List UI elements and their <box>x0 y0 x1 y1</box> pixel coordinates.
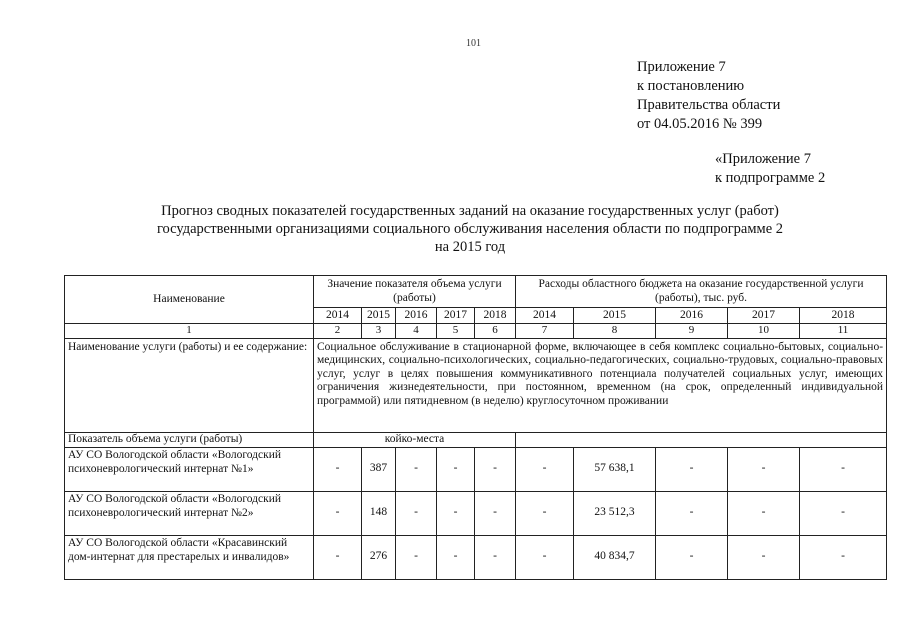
institution-name: АУ СО Вологодской области «Красавинский дом-интернат для престарелых и инвалидов» <box>65 535 314 579</box>
table-cell: - <box>475 447 516 491</box>
table-cell: - <box>728 491 800 535</box>
table-row <box>65 491 887 535</box>
table-cell: - <box>314 491 362 535</box>
table-cell: - <box>800 447 887 491</box>
table-cell: 57 638,1 <box>574 447 656 491</box>
appendix-line: от 04.05.2016 № 399 <box>637 116 763 132</box>
sub-appendix-line: к подпрограмме 2 <box>715 170 826 186</box>
year-cell: 2017 <box>437 308 475 324</box>
table-cell: 387 <box>362 447 396 491</box>
appendix-line: к постановлению <box>637 78 745 94</box>
appendix-line: Правительства области <box>637 97 781 113</box>
table-cell: - <box>516 447 574 491</box>
table-row <box>65 535 887 579</box>
table-cell: 276 <box>362 535 396 579</box>
indicator-label: Показатель объема услуги (работы) <box>65 432 314 447</box>
sub-appendix-line: «Приложение 7 <box>715 151 811 167</box>
table-cell: - <box>516 491 574 535</box>
table-cell: - <box>396 491 437 535</box>
service-label: Наименование услуги (работы) и ее содержание: <box>65 338 314 432</box>
table-cell: - <box>800 491 887 535</box>
table-cell: - <box>656 535 728 579</box>
table-cell: - <box>728 535 800 579</box>
column-number: 9 <box>656 324 728 339</box>
table-cell: - <box>475 535 516 579</box>
institution-name: АУ СО Вологодской области «Вологодский психоневрологический интернат №2» <box>65 491 314 535</box>
table-cell: - <box>800 535 887 579</box>
title-line: государственными организациями социального обслуживания населения области по подпрограмме 2 <box>156 221 784 237</box>
table-cell: - <box>396 535 437 579</box>
column-number: 5 <box>437 324 475 339</box>
indicator-row <box>65 432 887 447</box>
indicator-unit: койко-места <box>314 432 516 447</box>
year-cell: 2015 <box>574 308 656 324</box>
table-cell: 148 <box>362 491 396 535</box>
table-cell: - <box>314 535 362 579</box>
column-number: 1 <box>65 324 314 339</box>
service-row <box>65 338 887 432</box>
year-cell: 2015 <box>362 308 396 324</box>
table-cell: - <box>437 491 475 535</box>
header-volume: Значение показателя объема услуги (работы) <box>314 276 516 308</box>
column-number: 3 <box>362 324 396 339</box>
column-number: 6 <box>475 324 516 339</box>
table-cell: - <box>437 447 475 491</box>
table-cell: - <box>656 447 728 491</box>
year-cell: 2017 <box>728 308 800 324</box>
sub-appendix-block <box>715 150 825 188</box>
appendix-block <box>637 58 780 134</box>
column-number: 10 <box>728 324 800 339</box>
institution-name: АУ СО Вологодской области «Вологодский психоневрологический интернат №1» <box>65 447 314 491</box>
page-number: 101 <box>466 38 481 49</box>
column-number: 2 <box>314 324 362 339</box>
title-line: Прогноз сводных показателей государственных заданий на оказание государственных услуг (работ) <box>161 203 779 219</box>
table-cell: - <box>314 447 362 491</box>
column-number: 8 <box>574 324 656 339</box>
column-number-row <box>65 324 887 339</box>
year-cell: 2016 <box>396 308 437 324</box>
table-cell: - <box>437 535 475 579</box>
column-number: 7 <box>516 324 574 339</box>
year-cell: 2014 <box>314 308 362 324</box>
indicator-empty <box>516 432 887 447</box>
forecast-table <box>64 275 887 580</box>
document-title <box>100 202 840 256</box>
header-expense: Расходы областного бюджета на оказание государственной услуги (работы), тыс. руб. <box>516 276 887 308</box>
year-cell: 2018 <box>800 308 887 324</box>
table-cell: - <box>475 491 516 535</box>
table-cell: - <box>656 491 728 535</box>
table-cell: - <box>396 447 437 491</box>
appendix-line: Приложение 7 <box>637 59 726 75</box>
year-cell: 2018 <box>475 308 516 324</box>
year-cell: 2016 <box>656 308 728 324</box>
column-number: 11 <box>800 324 887 339</box>
column-number: 4 <box>396 324 437 339</box>
table-cell: 23 512,3 <box>574 491 656 535</box>
service-description: Социальное обслуживание в стационарной форме, включающее в себя комплекс социально-бытовых, социально-медицинских, социально-психологических, социально-педагогических, социально-трудовых, социально-правовых услуг, услуг в целях повышения коммуникативного потенциала получателей социальных услуг, имеющих ограничения жизнедеятельности, при постоянном, временном (на срок, определенный индивидуальной программой) или пятидневном (в неделю) круглосуточном проживании <box>314 338 887 432</box>
title-line: на 2015 год <box>434 239 506 255</box>
table-cell: - <box>516 535 574 579</box>
table-cell: - <box>728 447 800 491</box>
year-cell: 2014 <box>516 308 574 324</box>
header-name: Наименование <box>65 276 314 324</box>
table-cell: 40 834,7 <box>574 535 656 579</box>
table-row <box>65 447 887 491</box>
